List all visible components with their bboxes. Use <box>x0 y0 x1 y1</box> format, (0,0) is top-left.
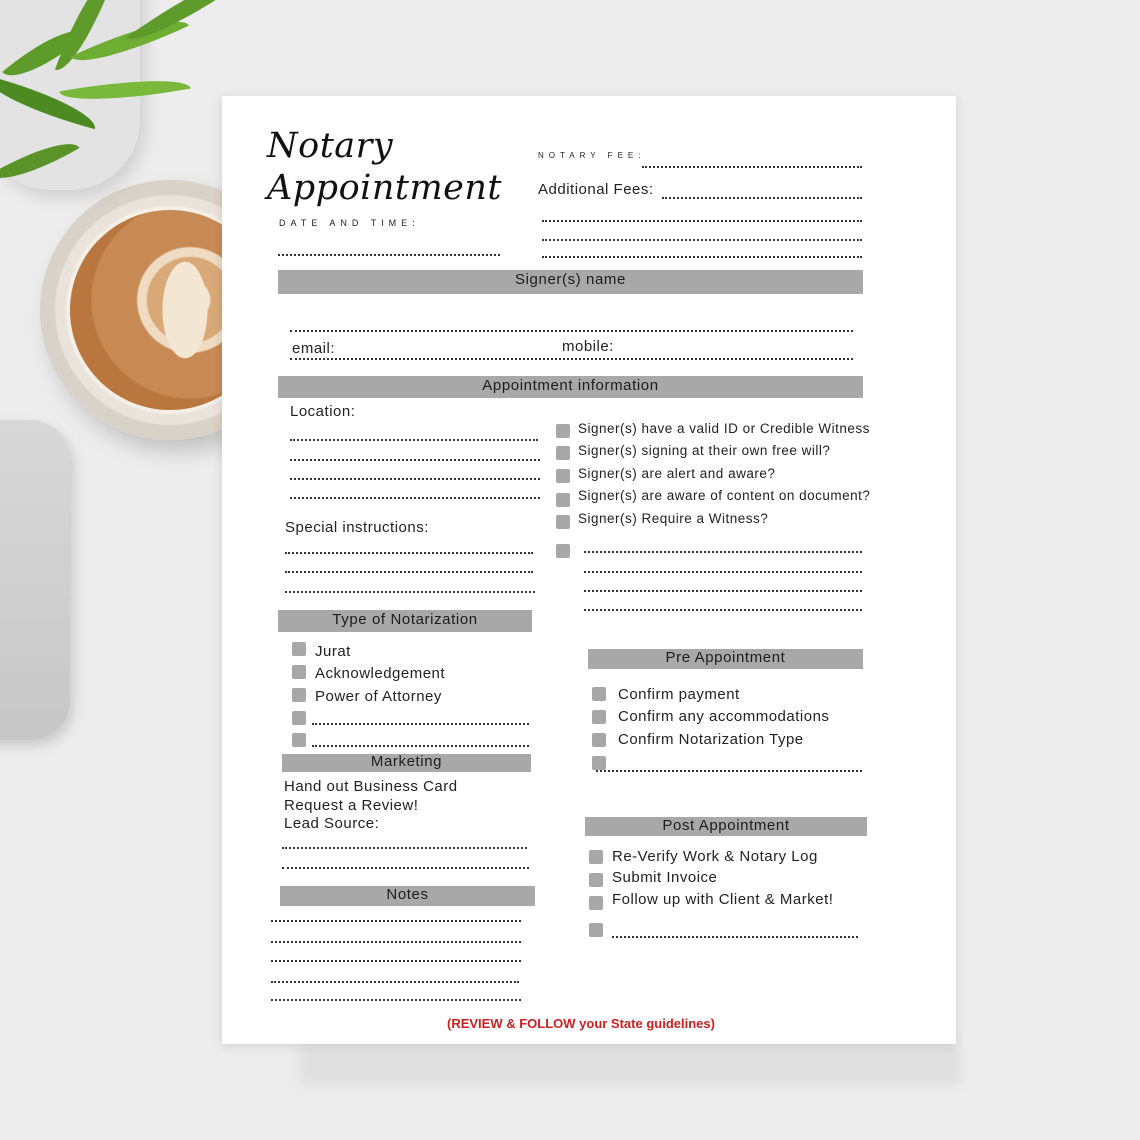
email-mobile-field[interactable] <box>290 358 853 360</box>
check-confirm-notarization-type[interactable] <box>592 733 606 747</box>
check-power-of-attorney[interactable] <box>292 688 306 702</box>
notary-fee-field[interactable] <box>642 166 862 168</box>
lead-source-field-1[interactable] <box>282 847 527 849</box>
check-follow-up[interactable] <box>589 896 603 910</box>
additional-fees-field-3[interactable] <box>542 239 862 241</box>
check-submit-invoice-label: Submit Invoice <box>612 869 718 886</box>
check-follow-up-label: Follow up with Client & Market! <box>612 891 834 908</box>
marketing-line-3: Lead Source: <box>284 815 380 832</box>
appointment-info-header: Appointment information <box>278 376 863 398</box>
email-label: email: <box>292 340 336 357</box>
notes-field-5[interactable] <box>271 999 521 1001</box>
check-alert-label: Signer(s) are alert and aware? <box>578 466 776 481</box>
notarization-custom-field-1[interactable] <box>312 723 529 725</box>
special-field-2[interactable] <box>285 571 533 573</box>
check-free-will[interactable] <box>556 446 570 460</box>
date-time-label: DATE AND TIME: <box>279 218 420 228</box>
location-field-1[interactable] <box>290 439 538 441</box>
check-jurat-label: Jurat <box>315 643 351 660</box>
check-confirm-notarization-type-label: Confirm Notarization Type <box>618 731 804 748</box>
check-valid-id[interactable] <box>556 424 570 438</box>
check-reverify-work[interactable] <box>589 850 603 864</box>
check-confirm-payment[interactable] <box>592 687 606 701</box>
notary-fee-label: NOTARY FEE: <box>538 151 646 160</box>
marketing-line-1: Hand out Business Card <box>284 778 458 795</box>
check-confirm-accommodations-label: Confirm any accommodations <box>618 708 830 725</box>
check-notarization-custom-1[interactable] <box>292 711 306 725</box>
date-time-field[interactable] <box>278 254 500 256</box>
latte-leaf <box>150 235 220 385</box>
check-acknowledgement[interactable] <box>292 665 306 679</box>
check-custom[interactable] <box>556 544 570 558</box>
pre-custom-field[interactable] <box>596 770 862 772</box>
check-witness-label: Signer(s) Require a Witness? <box>578 511 769 526</box>
special-instructions-label: Special instructions: <box>285 519 429 536</box>
special-field-3[interactable] <box>285 591 535 593</box>
check-submit-invoice[interactable] <box>589 873 603 887</box>
check-aware-content[interactable] <box>556 493 570 507</box>
title-line-1: Notary <box>267 126 394 166</box>
laptop-edge <box>0 420 70 740</box>
location-label: Location: <box>290 403 356 420</box>
special-field-1[interactable] <box>285 552 533 554</box>
notes-field-1[interactable] <box>271 920 521 922</box>
check-acknowledgement-label: Acknowledgement <box>315 665 446 682</box>
signer-name-field[interactable] <box>290 330 853 332</box>
title-line-2: Appointment <box>267 168 502 208</box>
check-notarization-custom-2[interactable] <box>292 733 306 747</box>
notary-appointment-sheet <box>222 96 956 1044</box>
additional-fees-label: Additional Fees: <box>538 181 654 198</box>
state-guidelines-warning: (REVIEW & FOLLOW your State guidelines) <box>447 1016 715 1031</box>
notarization-header: Type of Notarization <box>278 610 532 632</box>
check-confirm-accommodations[interactable] <box>592 710 606 724</box>
check-power-of-attorney-label: Power of Attorney <box>315 688 442 705</box>
check-confirm-payment-label: Confirm payment <box>618 686 740 703</box>
additional-fees-field-2[interactable] <box>542 220 862 222</box>
check-alert[interactable] <box>556 469 570 483</box>
additional-fees-field-4[interactable] <box>542 256 862 258</box>
mobile-label: mobile: <box>562 338 614 355</box>
paper-shadow <box>300 1045 960 1085</box>
check-reverify-work-label: Re-Verify Work & Notary Log <box>612 848 818 865</box>
check-aware-content-label: Signer(s) are aware of content on document? <box>578 488 871 503</box>
marketing-line-2: Request a Review! <box>284 797 419 814</box>
notes-field-4[interactable] <box>271 981 519 983</box>
notes-field-2[interactable] <box>271 941 521 943</box>
check-free-will-label: Signer(s) signing at their own free will? <box>578 443 831 458</box>
check-custom-field-1[interactable] <box>584 551 862 553</box>
notes-header: Notes <box>280 886 535 906</box>
location-field-3[interactable] <box>290 478 540 480</box>
check-pre-custom[interactable] <box>592 756 606 770</box>
check-custom-field-4[interactable] <box>584 609 862 611</box>
location-field-2[interactable] <box>290 459 540 461</box>
additional-fees-field-1[interactable] <box>662 197 862 199</box>
pre-appointment-header: Pre Appointment <box>588 649 863 669</box>
notarization-custom-field-2[interactable] <box>312 745 529 747</box>
location-field-4[interactable] <box>290 497 540 499</box>
check-custom-field-3[interactable] <box>584 590 862 592</box>
check-post-custom[interactable] <box>589 923 603 937</box>
check-custom-field-2[interactable] <box>584 571 862 573</box>
notes-field-3[interactable] <box>271 960 521 962</box>
lead-source-field-2[interactable] <box>282 867 529 869</box>
check-witness[interactable] <box>556 515 570 529</box>
signer-name-header: Signer(s) name <box>278 270 863 294</box>
post-custom-field[interactable] <box>612 936 858 938</box>
post-appointment-header: Post Appointment <box>585 817 867 836</box>
check-jurat[interactable] <box>292 642 306 656</box>
check-valid-id-label: Signer(s) have a valid ID or Credible Witness <box>578 421 870 436</box>
marketing-header: Marketing <box>282 754 531 772</box>
